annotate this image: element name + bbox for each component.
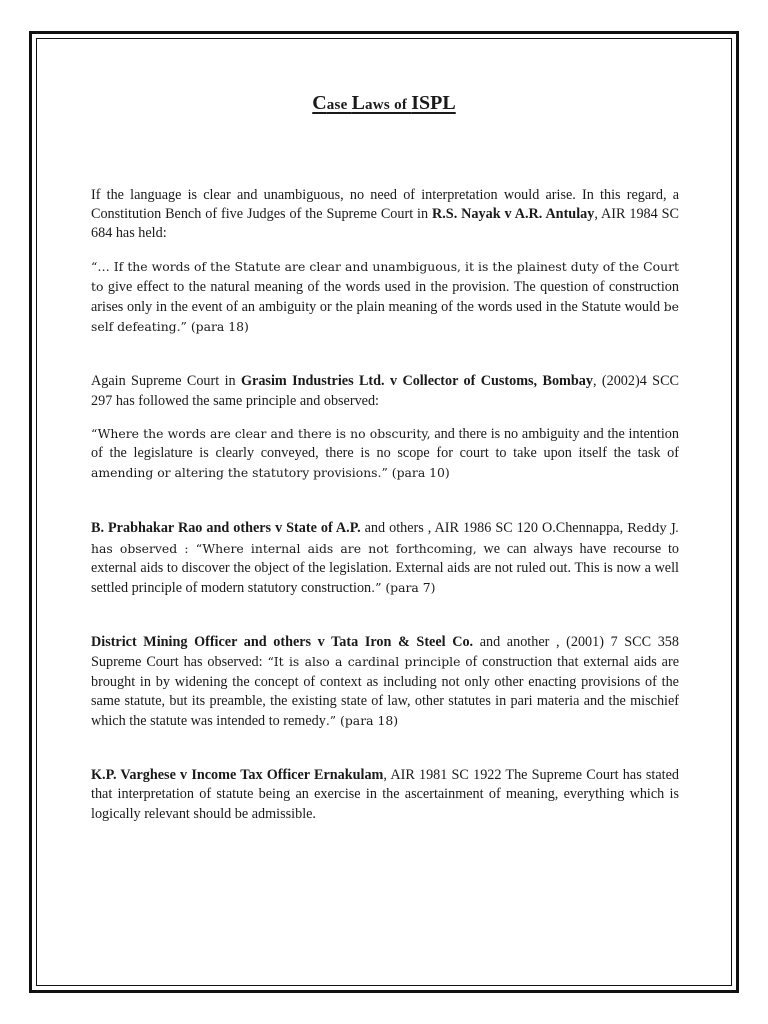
case-name: B. Prabhakar Rao and others v State of A.P. [91, 520, 361, 537]
case-name: District Mining Officer and others v Tata Iron & Steel Co. [91, 634, 474, 651]
case-paragraph-5 [91, 766, 679, 824]
title-word-aws-of: aws of [365, 97, 412, 113]
title-initial-c: C [312, 92, 327, 114]
quote-styled: “… If the words of the Statute are clear and unambiguous, it is the plainest duty of the Court to [91, 258, 679, 294]
quote-styled: Reddy J. has observed : “Where internal aids are not forthcoming, [91, 520, 679, 556]
case-citation: and another , (2001) 7 SCC 358 Supreme Court has observed: [91, 634, 679, 671]
case-citation: , AIR 1981 SC 1922 The Supreme Court has stated that interpretation of statute being an exercise in the ascertainment of meaning, everything which is logically relevant should be admissible. [91, 767, 679, 822]
case-intro: If the language is clear and unambiguous, no need of interpretation would arise. In this regard, a Constitution Bench of five Judges of the Supreme Court in [91, 187, 679, 223]
title-word-ispl: ISPL [411, 92, 456, 114]
quote-end-plain: construction [301, 580, 372, 597]
case-name: Grasim Industries Ltd. v Collector of Customs, Bombay [241, 373, 593, 390]
quote-end: .” (para 7) [371, 580, 436, 596]
quote-end: be self defeating.” (para 18) [91, 299, 679, 335]
case-citation: and others , AIR 1986 SC 120 O.Chennappa, [360, 520, 628, 537]
case-citation: , AIR 1984 SC 684 has held: [91, 206, 680, 242]
quote-plain: and there is no ambiguity and the intention of the legislature is clearly conveyed, there is no scope for court to take upon itself the task of [91, 425, 679, 462]
case-quote-1 [91, 257, 679, 338]
quote-styled: “Where the words are clear and there is no obscurity, [91, 425, 431, 441]
quote-end: .” (para 18) [325, 713, 399, 729]
quote-end: amending or altering the statutory provisions.” (para 10) [91, 465, 450, 481]
quote-styled: “It is also a cardinal principle [267, 654, 461, 670]
case-citation: , (2002)4 SCC 297 has followed the same principle and observed: [91, 373, 679, 409]
title-word-ase: ase [326, 97, 352, 113]
document-body [91, 186, 679, 824]
case-paragraph-3 [91, 518, 679, 598]
quote-plain: give effect to the natural meaning of the words used in the provision. The question of construction arises only in the event of an ambiguity or the plain meaning of the words used in the Statute would [91, 278, 679, 316]
case-paragraph-2 [91, 372, 679, 410]
case-intro: Again Supreme Court in [91, 373, 241, 390]
case-paragraph-4 [91, 633, 679, 731]
quote-plain: of construction that external aids are brought in by widening the concept of context as including not only other enacting provisions of the same statute, but its preamble, the existing state of law, other statutes in pari materia and the mischief which the statute was intended to [91, 654, 679, 730]
quote-end-plain: remedy [283, 713, 326, 730]
title-initial-l: L [351, 92, 365, 114]
case-paragraph-1 [91, 186, 679, 244]
document-title [0, 92, 768, 115]
case-name: K.P. Varghese v Income Tax Officer Ernakulam [91, 767, 384, 784]
case-quote-2 [91, 424, 679, 484]
case-name: R.S. Nayak v A.R. Antulay [432, 206, 595, 223]
quote-plain: we can always have recourse to external aids to discover the object of the legislation. External aids are not ruled out. This is now a well settled principle of modern statutory [91, 540, 680, 597]
